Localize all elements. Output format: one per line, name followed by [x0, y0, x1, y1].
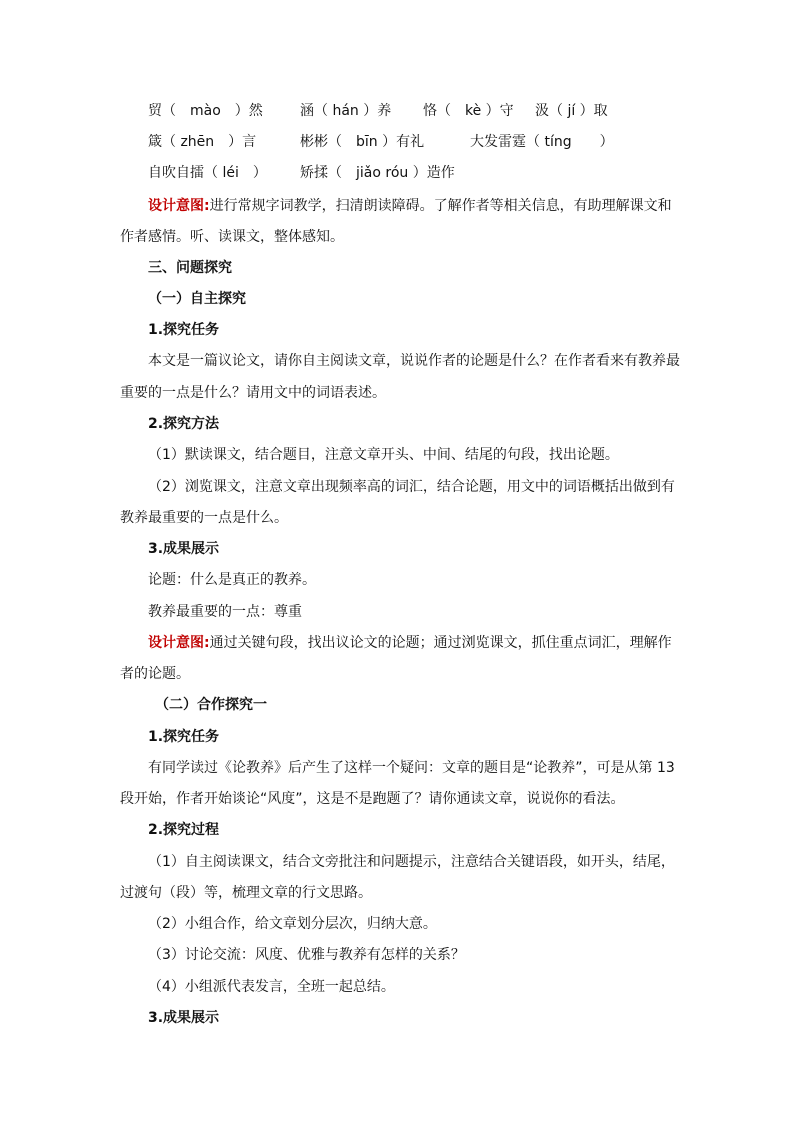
result-heading: 3.成果展示 [148, 541, 220, 557]
vocab-item: 汲（ jí ）取 [535, 103, 608, 119]
paragraph: （1）自主阅读课文，结合文旁批注和问题提示，注意结合关键语段，如开头，结尾， [148, 854, 675, 870]
vocab-item: 大发雷霆（ tíng ） [470, 134, 614, 150]
paragraph: 本文是一篇议论文，请你自主阅读文章，说说作者的论题是什么？在作者看来有教养最 [148, 353, 680, 369]
vocab-item: 贸（ mào ）然 [148, 103, 263, 119]
paragraph: 过渡句（段）等，梳理文章的行文思路。 [120, 885, 372, 901]
paragraph: 教养最重要的一点：尊重 [148, 604, 302, 620]
vocab-item: 箴（ zhēn ）言 [148, 134, 257, 150]
design-intent-label: 设计意图: [148, 198, 210, 214]
design-intent-text: 进行常规字词教学，扫清朗读障碍。了解作者等相关信息，有助理解课文和 [209, 198, 672, 214]
task-heading: 1.探究任务 [148, 729, 220, 745]
vocab-item: 自吹自擂（ léi ） [148, 165, 267, 181]
design-intent-text: 通过关键句段，找出议论文的论题；通过浏览课文，抓住重点词汇，理解作 [209, 635, 672, 651]
process-heading: 2.探究过程 [148, 822, 220, 838]
design-intent-1-line2: 作者感情。听、读课文，整体感知。 [120, 229, 344, 245]
paragraph: 教养最重要的一点是什么。 [120, 510, 288, 526]
vocab-item: 彬彬（ bīn ）有礼 [300, 134, 425, 150]
paragraph: （2）浏览课文，注意文章出现频率高的词汇，结合论题，用文中的词语概括出做到有 [148, 479, 675, 495]
paragraph: 有同学读过《论教养》后产生了这样一个疑问：文章的题目是“论教养”，可是从第 13 [148, 760, 675, 776]
vocab-item: 矫揉（ jiǎo róu ）造作 [300, 165, 455, 181]
vocab-item: 涵（ hán ）养 [300, 103, 392, 119]
paragraph: 重要的一点是什么？请用文中的词语表述。 [120, 385, 386, 401]
design-intent-2-line2: 者的论题。 [120, 666, 190, 682]
paragraph: 段开始，作者开始谈论“风度”，这是不是跑题了？请你通读文章，说说你的看法。 [120, 791, 625, 807]
paragraph: （1）默读课文，结合题目，注意文章开头、中间、结尾的句段，找出论题。 [148, 447, 619, 463]
result-heading: 3.成果展示 [148, 1010, 220, 1026]
design-intent-2-line1 [148, 633, 672, 653]
vocab-item: 恪（ kè ）守 [423, 103, 514, 119]
paragraph: （2）小组合作，给文章划分层次，归纳大意。 [148, 916, 437, 932]
paragraph: （4）小组派代表发言，全班一起总结。 [148, 979, 395, 995]
subsection-heading: （二）合作探究一 [155, 697, 267, 713]
design-intent-label: 设计意图: [148, 635, 210, 651]
paragraph: 论题：什么是真正的教养。 [148, 572, 316, 588]
subsection-heading: （一）自主探究 [148, 291, 246, 307]
design-intent-1-line1 [148, 196, 672, 216]
method-heading: 2.探究方法 [148, 416, 220, 432]
section-heading: 三、问题探究 [148, 260, 232, 276]
paragraph: （3）讨论交流：风度、优雅与教养有怎样的关系？ [148, 947, 465, 963]
task-heading: 1.探究任务 [148, 322, 220, 338]
